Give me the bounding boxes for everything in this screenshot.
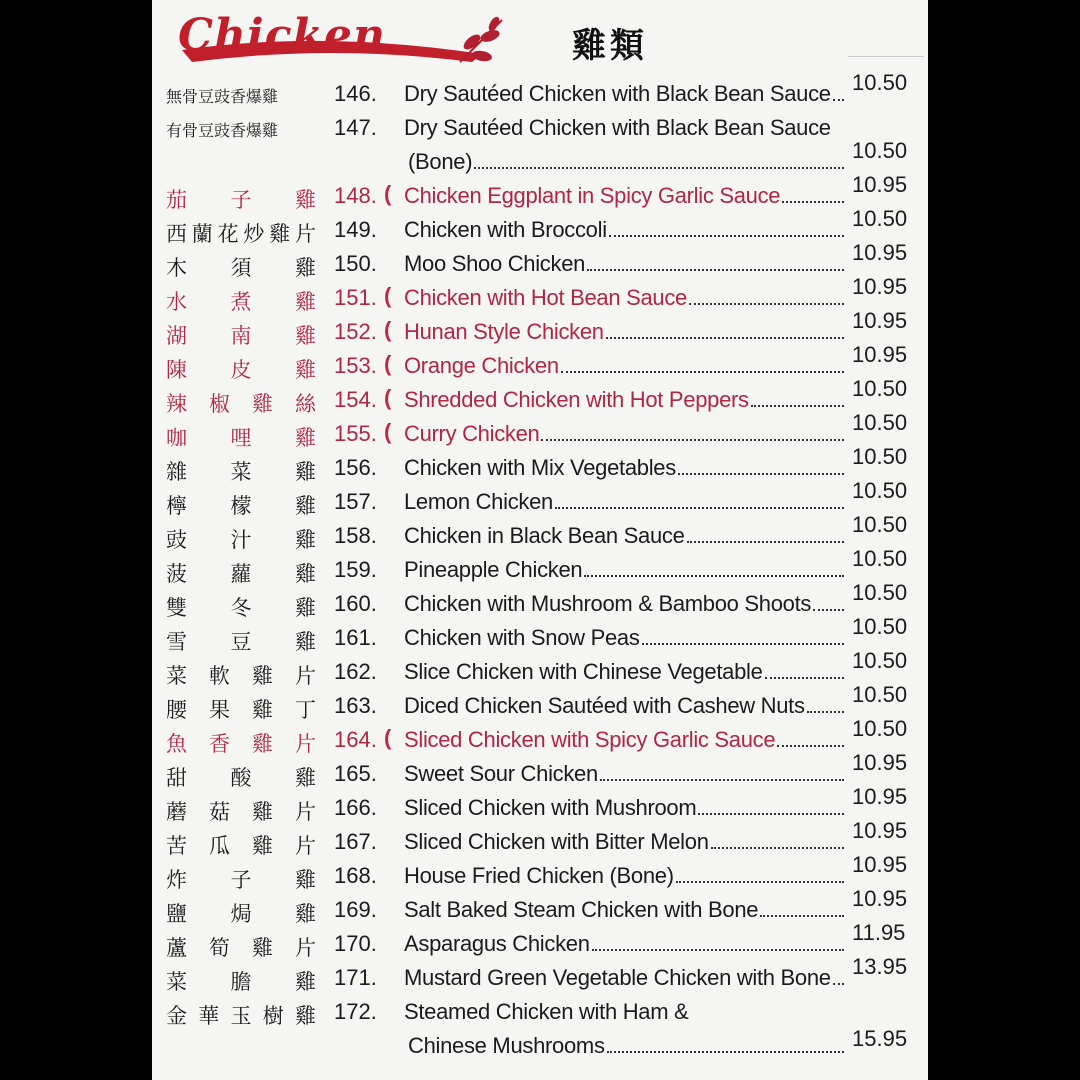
item-chinese-name: 西蘭花炒雞片: [166, 222, 316, 246]
item-price: 10.50: [852, 716, 908, 741]
dot-leader: [833, 982, 844, 985]
item-number: 157.: [334, 489, 377, 514]
dot-leader: [606, 336, 844, 339]
item-number: 169.: [334, 897, 377, 922]
dot-leader: [765, 676, 844, 679]
dot-leader: [833, 98, 844, 101]
menu-item: [152, 852, 928, 894]
item-number: 156.: [334, 455, 377, 480]
item-price: 10.50: [852, 546, 908, 571]
item-number: 161.: [334, 625, 377, 650]
item-price: 10.95: [852, 818, 908, 843]
hot-pepper-icon: (: [384, 385, 392, 410]
item-number: 168.: [334, 863, 377, 888]
item-chinese-name: 雪豆雞: [166, 630, 316, 654]
dot-leader: [813, 608, 844, 611]
item-name: Chicken in Black Bean Sauce: [404, 523, 685, 548]
menu-item: [152, 546, 928, 588]
item-price: 10.50: [852, 580, 908, 605]
item-chinese-name: 雙冬雞: [166, 596, 316, 620]
item-price: 10.50: [852, 138, 908, 163]
item-price: 10.95: [852, 886, 908, 911]
item-price: 10.95: [852, 750, 908, 775]
item-name: Dry Sautéed Chicken with Black Bean Sauce: [404, 115, 831, 140]
item-name: Chicken with Broccoli: [404, 217, 607, 242]
dot-leader: [760, 914, 844, 917]
dot-leader: [600, 778, 844, 781]
item-chinese-name: 茄子雞: [166, 188, 316, 212]
menu-item: [152, 70, 928, 112]
menu-item: [152, 784, 928, 826]
menu-item: [152, 478, 928, 520]
hot-pepper-icon: (: [384, 725, 392, 750]
item-name: Pineapple Chicken: [404, 557, 583, 582]
item-name: Chicken with Hot Bean Sauce: [404, 285, 687, 310]
item-number: 167.: [334, 829, 377, 854]
item-price: 10.95: [852, 172, 908, 197]
item-price: 10.95: [852, 240, 908, 265]
item-number: 163.: [334, 693, 377, 718]
menu-header: [152, 0, 928, 84]
item-price: 10.50: [852, 478, 908, 503]
item-name: Diced Chicken Sautéed with Cashew Nuts: [404, 693, 805, 718]
item-name: Curry Chicken: [404, 421, 540, 446]
item-name: Orange Chicken: [404, 353, 559, 378]
item-name: Shredded Chicken with Hot Peppers: [404, 387, 749, 412]
menu-item: [152, 614, 928, 656]
item-chinese-name: 甜酸雞: [166, 766, 316, 790]
item-chinese-name: 魚香雞片: [166, 732, 316, 756]
dot-leader: [711, 846, 844, 849]
menu-item: [152, 308, 928, 350]
item-name: Dry Sautéed Chicken with Black Bean Sauce: [404, 81, 831, 106]
item-chinese-name: 雜菜雞: [166, 460, 316, 484]
item-number: 166.: [334, 795, 377, 820]
item-number: 160.: [334, 591, 377, 616]
item-number: 165.: [334, 761, 377, 786]
item-price: 10.50: [852, 444, 908, 469]
dot-leader: [592, 948, 844, 951]
item-number: 162.: [334, 659, 377, 684]
item-name: House Fried Chicken (Bone): [404, 863, 674, 888]
item-price: 10.50: [852, 206, 908, 231]
hot-pepper-icon: (: [384, 419, 392, 444]
dot-leader: [474, 166, 844, 169]
dot-leader: [698, 812, 844, 815]
menu-item: [152, 580, 928, 622]
item-number: 152.: [334, 319, 377, 344]
menu-item: [152, 240, 928, 282]
dot-leader: [555, 506, 844, 509]
dot-leader: [676, 880, 844, 883]
item-chinese-name: 木須雞: [166, 256, 316, 280]
divider: [848, 56, 924, 57]
dot-leader: [609, 234, 844, 237]
menu-item: [152, 342, 928, 384]
item-number: 154.: [334, 387, 377, 412]
dot-leader: [807, 710, 844, 713]
menu-item: [152, 206, 928, 248]
item-name: Moo Shoo Chicken: [404, 251, 586, 276]
item-price: 10.95: [852, 852, 908, 877]
item-chinese-name: 菜膽雞: [166, 970, 316, 994]
item-number: 158.: [334, 523, 377, 548]
item-name: Chicken with Mushroom & Bamboo Shoots: [404, 591, 812, 616]
item-price: 10.50: [852, 512, 908, 537]
item-number: 147.: [334, 115, 377, 140]
item-price: 10.50: [852, 682, 908, 707]
item-number: 159.: [334, 557, 377, 582]
menu-item: [152, 750, 928, 792]
item-number: 170.: [334, 931, 377, 956]
menu-item: [152, 682, 928, 724]
item-chinese-name: 腰果雞丁: [166, 698, 316, 722]
item-chinese-name: 湖南雞: [166, 324, 316, 348]
dot-leader: [689, 302, 844, 305]
item-number: 155.: [334, 421, 377, 446]
item-price: 10.50: [852, 648, 908, 673]
item-price: 10.50: [852, 410, 908, 435]
item-name: Sliced Chicken with Bitter Melon: [404, 829, 709, 854]
hot-pepper-icon: (: [384, 317, 392, 342]
item-name: Sliced Chicken with Mushroom: [404, 795, 697, 820]
item-chinese-name: 陳皮雞: [166, 358, 316, 382]
item-name: Chicken Eggplant in Spicy Garlic Sauce: [404, 183, 781, 208]
item-chinese-name: 有骨豆豉香爆雞: [166, 121, 279, 140]
menu-item: [152, 512, 928, 554]
item-name: Steamed Chicken with Ham &: [404, 999, 689, 1024]
dot-leader: [607, 1050, 844, 1053]
dot-leader: [687, 540, 844, 543]
item-name-continued: Chinese Mushrooms: [408, 1033, 605, 1058]
item-chinese-name: 苦瓜雞片: [166, 834, 316, 858]
item-name: Sliced Chicken with Spicy Garlic Sauce: [404, 727, 776, 752]
menu-item: [152, 716, 928, 758]
dot-leader: [782, 200, 844, 203]
menu-item: [152, 444, 928, 486]
item-price: 10.50: [852, 70, 908, 95]
dot-leader: [678, 472, 844, 475]
category-title-chinese: 雞類: [572, 26, 648, 66]
item-number: 171.: [334, 965, 377, 990]
item-price: 10.50: [852, 376, 908, 401]
hot-pepper-icon: (: [384, 351, 392, 376]
item-price: 10.95: [852, 308, 908, 333]
item-chinese-name: 金華玉樹雞: [166, 1004, 316, 1028]
item-number: 151.: [334, 285, 377, 310]
item-number: 149.: [334, 217, 377, 242]
hot-pepper-icon: (: [384, 181, 392, 206]
item-price: 10.95: [852, 784, 908, 809]
item-name: Slice Chicken with Chinese Vegetable: [404, 659, 763, 684]
item-chinese-name: 鹽焗雞: [166, 902, 316, 926]
dot-leader: [587, 268, 844, 271]
item-number: 146.: [334, 81, 377, 106]
menu-item: [152, 648, 928, 690]
menu-item: [152, 996, 928, 1058]
item-price: 15.95: [852, 1026, 908, 1051]
item-name: Lemon Chicken: [404, 489, 553, 514]
item-name: Asparagus Chicken: [404, 931, 590, 956]
menu-item: [152, 818, 928, 860]
menu-item: [152, 376, 928, 418]
item-name: Mustard Green Vegetable Chicken with Bone: [404, 965, 831, 990]
item-name: Chicken with Snow Peas: [404, 625, 640, 650]
dot-leader: [751, 404, 844, 407]
item-chinese-name: 咖哩雞: [166, 426, 316, 450]
item-chinese-name: 豉汁雞: [166, 528, 316, 552]
item-price: 11.95: [852, 920, 906, 945]
menu-item: [152, 274, 928, 316]
dot-leader: [541, 438, 844, 441]
item-name: Sweet Sour Chicken: [404, 761, 598, 786]
item-chinese-name: 辣椒雞絲: [166, 392, 316, 416]
item-number: 153.: [334, 353, 377, 378]
menu-item: [152, 112, 928, 174]
item-name: Hunan Style Chicken: [404, 319, 604, 344]
item-chinese-name: 水煮雞: [166, 290, 316, 314]
hot-pepper-icon: (: [384, 283, 392, 308]
item-chinese-name: 無骨豆豉香爆雞: [166, 87, 279, 106]
item-number: 164.: [334, 727, 377, 752]
menu-page: [152, 0, 928, 1080]
item-name: Chicken with Mix Vegetables: [404, 455, 676, 480]
leaf-icon: [452, 12, 512, 68]
menu-item: [152, 410, 928, 452]
item-chinese-name: 炸子雞: [166, 868, 316, 892]
menu-item: [152, 172, 928, 214]
dot-leader: [561, 370, 844, 373]
item-number: 172.: [334, 999, 377, 1024]
menu-item: [152, 886, 928, 928]
dot-leader: [777, 744, 844, 747]
item-chinese-name: 檸檬雞: [166, 494, 316, 518]
item-chinese-name: 蘆筍雞片: [166, 936, 316, 960]
item-name-continued: (Bone): [408, 149, 473, 174]
item-name: Salt Baked Steam Chicken with Bone: [404, 897, 759, 922]
menu-item: [152, 920, 928, 962]
item-chinese-name: 菜軟雞片: [166, 664, 316, 688]
dot-leader: [584, 574, 844, 577]
logo-title: Chicken: [178, 10, 386, 61]
item-price: 10.95: [852, 274, 908, 299]
dot-leader: [642, 642, 844, 645]
item-chinese-name: 蘑菇雞片: [166, 800, 316, 824]
item-price: 13.95: [852, 954, 908, 979]
item-price: 10.50: [852, 614, 908, 639]
menu-item: [152, 954, 928, 996]
item-number: 150.: [334, 251, 377, 276]
item-number: 148.: [334, 183, 377, 208]
item-price: 10.95: [852, 342, 908, 367]
item-chinese-name: 菠蘿雞: [166, 562, 316, 586]
